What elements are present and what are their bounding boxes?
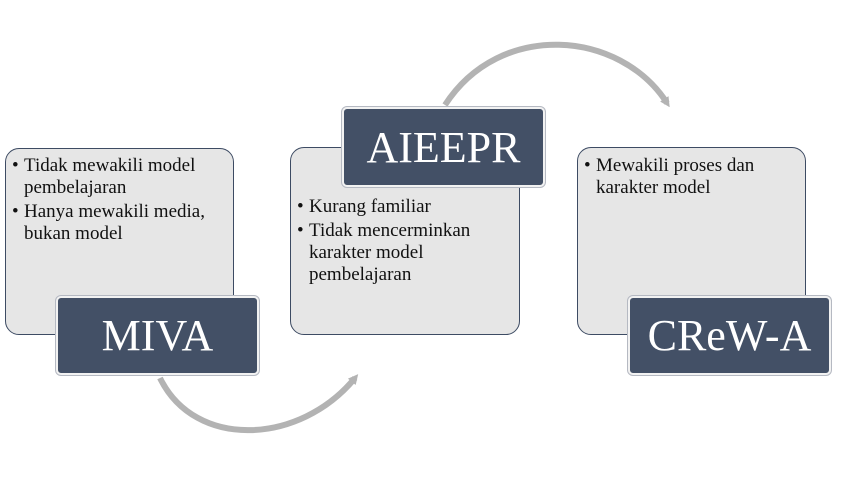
miva-points <box>12 155 227 245</box>
crewa-point-1: • Mewakili proses dan karakter model <box>584 155 799 199</box>
crewa-label: CReW-A <box>628 296 831 375</box>
aieepr-label: AIEEPR <box>342 107 545 187</box>
arrow-aieepr-to-crewa <box>445 45 667 105</box>
arrow-miva-to-aieepr <box>160 378 355 430</box>
miva-point-2: • Hanya mewakili media, bukan model <box>12 201 227 245</box>
miva-point-1: • Tidak mewakili model pembelajaran <box>12 155 227 199</box>
miva-label: MIVA <box>56 296 259 375</box>
aieepr-point-2: • Tidak mencerminkan karakter model pembelajaran <box>297 220 513 286</box>
crewa-points <box>584 155 799 199</box>
aieepr-point-1: • Kurang familiar <box>297 196 513 218</box>
aieepr-points <box>297 196 513 286</box>
